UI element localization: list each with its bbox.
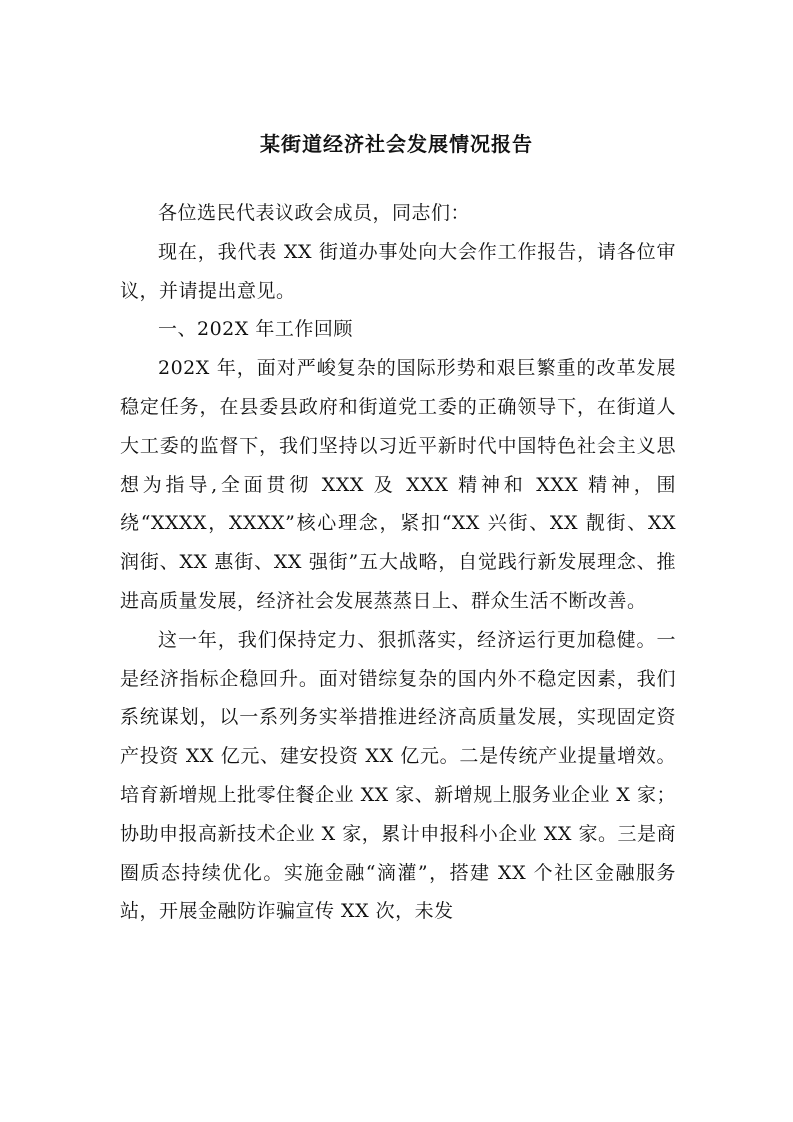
document-title: 某街道经济社会发展情况报告 — [260, 132, 533, 156]
economy-paragraph: 这一年，我们保持定力、狠抓落实，经济运行更加稳健。一是经济指标企稳回升。面对错综复杂的国内外不稳定因素，我们系统谋划，以一系列务实举措推进经济高质量发展，实现固定资产投资 XX 亿元、建安投资 XX 亿元。二是传统产业提量增效。培育新增规上批零住餐企业 XX 家、新增规上服务业企业 X 家；协助申报高新技术企业 X 家，累计申报科小企业 XX 家。三是商圈质态持续优化。实施金融“滴灌”，搭建 XX 个社区金融服务站，开展金融防诈骗宣传 XX 次，未发 — [120, 628, 676, 923]
intro-paragraph: 现在，我代表 XX 街道办事处向大会作工作报告，请各位审议，并请提出意见。 — [120, 240, 676, 302]
document-body — [120, 194, 676, 931]
review-paragraph: 202X 年，面对严峻复杂的国际形势和艰巨繁重的改革发展稳定任务，在县委县政府和街道党工委的正确领导下，在街道人大工委的监督下，我们坚持以习近平新时代中国特色社会主义思想为指导,全面贯彻 XXX 及 XXX 精神和 XXX 精神，围绕“XXXX，XXXX”核心理念，紧扣“XX 兴街、XX 靓街、XX 润街、XX 惠街、XX 强街”五大战略，自觉践行新发展理念、推进高质量发展，经济社会发展蒸蒸日上、群众生活不断改善。 — [120, 357, 676, 612]
section-heading: 一、202X 年工作回顾 — [158, 318, 353, 341]
salutation-paragraph: 各位选民代表议政会成员，同志们： — [158, 202, 471, 224]
